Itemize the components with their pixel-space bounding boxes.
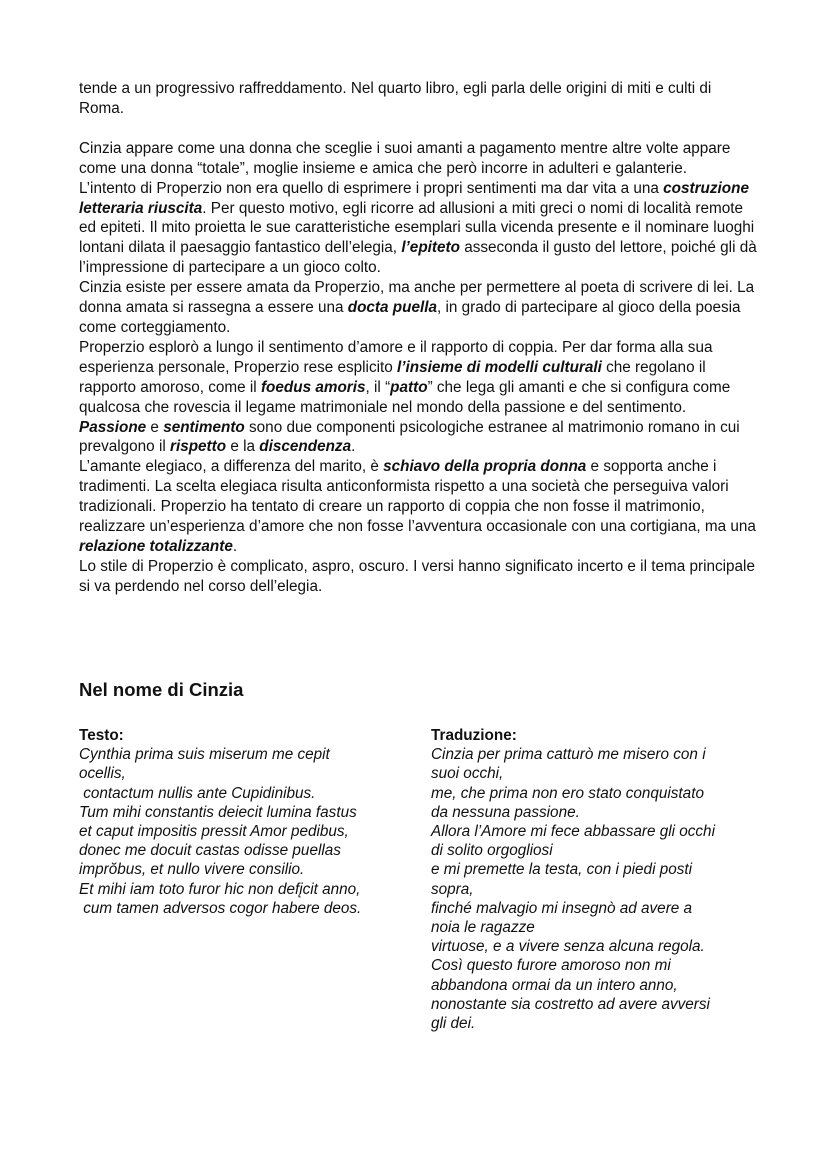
text-run: ” che lega gli amanti e che si configura come qualcosa che rovescia il legame matrimoniale nel mondo della passione e del sentimento. — [79, 378, 731, 416]
text-run: . — [232, 537, 238, 555]
emphasis-text: docta puella — [347, 299, 437, 317]
emphasis-text: patto — [390, 378, 428, 396]
verse-line: Così questo furore amoroso non mi — [431, 957, 671, 975]
verse-line: imprŏbus, et nullo vivere consilio. — [79, 861, 305, 879]
paragraph — [79, 139, 759, 179]
text-run: asseconda il gusto del lettore, poiché gli dà l’impressione di partecipare a un gioco colto. — [79, 239, 757, 277]
verse-line: di solito orgogliosi — [431, 842, 553, 860]
verse-line: donec me docuit castas odisse puellas — [79, 842, 341, 860]
verse-line: et caput impositis pressit Amor pedibus, — [79, 823, 349, 841]
emphasis-text: Passione — [79, 418, 147, 436]
emphasis-text: sentimento — [163, 418, 245, 436]
verse-line: e mi premette la testa, con i piedi posti — [431, 861, 693, 879]
latin-verses — [79, 745, 409, 918]
text-run: sono due componenti psicologiche estranee al matrimonio romano in cui prevalgono il — [79, 418, 740, 456]
verse-line: abbandona ormai da un intero anno, — [431, 976, 678, 994]
paragraph — [79, 457, 759, 557]
verse-line: da nessuna passione. — [431, 803, 580, 821]
paragraph — [79, 338, 759, 418]
paragraph — [79, 557, 759, 597]
emphasis-text: rispetto — [170, 438, 227, 456]
text-run: Properzio esplorò a lungo il sentimento d’amore e il rapporto di coppia. Per dar forma alla sua esperienza personale, Properzio rese esplicito — [79, 338, 713, 376]
verse-line: Allora l’Amore mi fece abbassare gli occhi — [431, 823, 715, 841]
verse-line: gli dei. — [431, 1015, 476, 1033]
emphasis-text: discendenza — [259, 438, 352, 456]
paragraph — [79, 179, 759, 279]
verse-line: cum tamen adversos cogor habere deos. — [79, 899, 362, 917]
text-run: L’intento di Properzio non era quello di esprimere i propri sentimenti ma dar vita a una — [79, 179, 664, 197]
latin-text-heading: Testo: — [79, 727, 124, 744]
emphasis-text: relazione totalizzante — [79, 537, 233, 555]
verse-line: ocellis, — [79, 765, 126, 783]
paragraph — [79, 79, 759, 119]
text-run: Cinzia esiste per essere amata da Properzio, ma anche per permettere al poeta di scrivere di lei. La donna amata si rassegna a essere una — [79, 279, 755, 317]
text-run: , il “ — [365, 378, 391, 396]
text-run: e — [146, 418, 164, 436]
verse-line: nonostante sia costretto ad avere avversi — [431, 995, 710, 1013]
text-run: . — [351, 438, 356, 456]
verse-line: Cynthia prima suis miserum me cepit — [79, 746, 330, 764]
text-run: Cinzia appare come una donna che sceglie i suoi amanti a pagamento mentre altre volte appare come una donna “totale”, moglie insieme e amica che però incorre in adulteri e galanterie. — [79, 139, 731, 177]
emphasis-text: schiavo della propria donna — [383, 458, 587, 476]
verse-line: me, che prima non ero stato conquistato — [431, 784, 704, 802]
emphasis-text: l’insieme di modelli culturali — [397, 358, 602, 376]
verse-line: Tum mihi constantis deiecit lumina fastus — [79, 803, 357, 821]
emphasis-text: l’epiteto — [401, 239, 460, 257]
verse-line: sopra, — [431, 880, 474, 898]
text-run: L’amante elegiaco, a differenza del marito, è — [79, 458, 384, 476]
translation-column — [431, 726, 761, 1033]
body-text — [79, 79, 759, 597]
text-run: tende a un progressivo raffreddamento. Nel quarto libro, egli parla delle origini di miti e culti di Roma. — [79, 80, 712, 117]
text-run: che regolano il rapporto amoroso, come il — [79, 358, 706, 396]
text-run: e la — [226, 438, 260, 456]
verse-line: noia le ragazze — [431, 919, 535, 937]
text-run: e sopporta anche i tradimenti. La scelta elegiaca risulta anticonformista rispetto a una società che perseguiva valori tradizionali. Properzio ha tentato di creare un rapporto di coppia che non fosse il matrimonio, realizzare un’esperienza d’amore che non fosse l’avventura occasionale con una cortigiana, ma una — [79, 458, 756, 536]
paragraph — [79, 278, 759, 338]
text-run: Lo stile di Properzio è complicato, aspro, oscuro. I versi hanno significato incerto e il tema principale si va perdendo nel corso dell’elegia. — [79, 557, 755, 595]
verse-line: suoi occhi, — [431, 765, 504, 783]
paragraph — [79, 418, 759, 458]
text-run: , in grado di partecipare al gioco della poesia come corteggiamento. — [79, 299, 741, 336]
verse-line: contactum nullis ante Cupidinibus. — [79, 784, 316, 802]
verse-line: virtuose, e a vivere senza alcuna regola. — [431, 938, 705, 956]
verse-line: Cinzia per prima catturò me misero con i — [431, 746, 706, 764]
emphasis-text: costruzione letteraria riuscita — [79, 179, 749, 217]
verse-line: Et mihi iam toto furor hic non defįcit anno, — [79, 880, 361, 898]
text-run: . Per questo motivo, egli ricorre ad allusioni a miti greci o nomi di località remote ed epiteti. Il mito proietta le sue caratteristiche esemplari sulla vicenda presente e il nominare luoghi lontani dilata il paesaggio fantastico dell’elegia, — [79, 199, 755, 257]
translation-verses — [431, 745, 761, 1033]
latin-text-column — [79, 726, 409, 918]
section-title: Nel nome di Cinzia — [79, 679, 244, 700]
verse-line: finché malvagio mi insegnò ad avere a — [431, 899, 693, 917]
emphasis-text: foedus amoris — [260, 378, 366, 396]
paragraph-gap — [79, 119, 759, 139]
translation-heading: Traduzione: — [431, 727, 517, 744]
